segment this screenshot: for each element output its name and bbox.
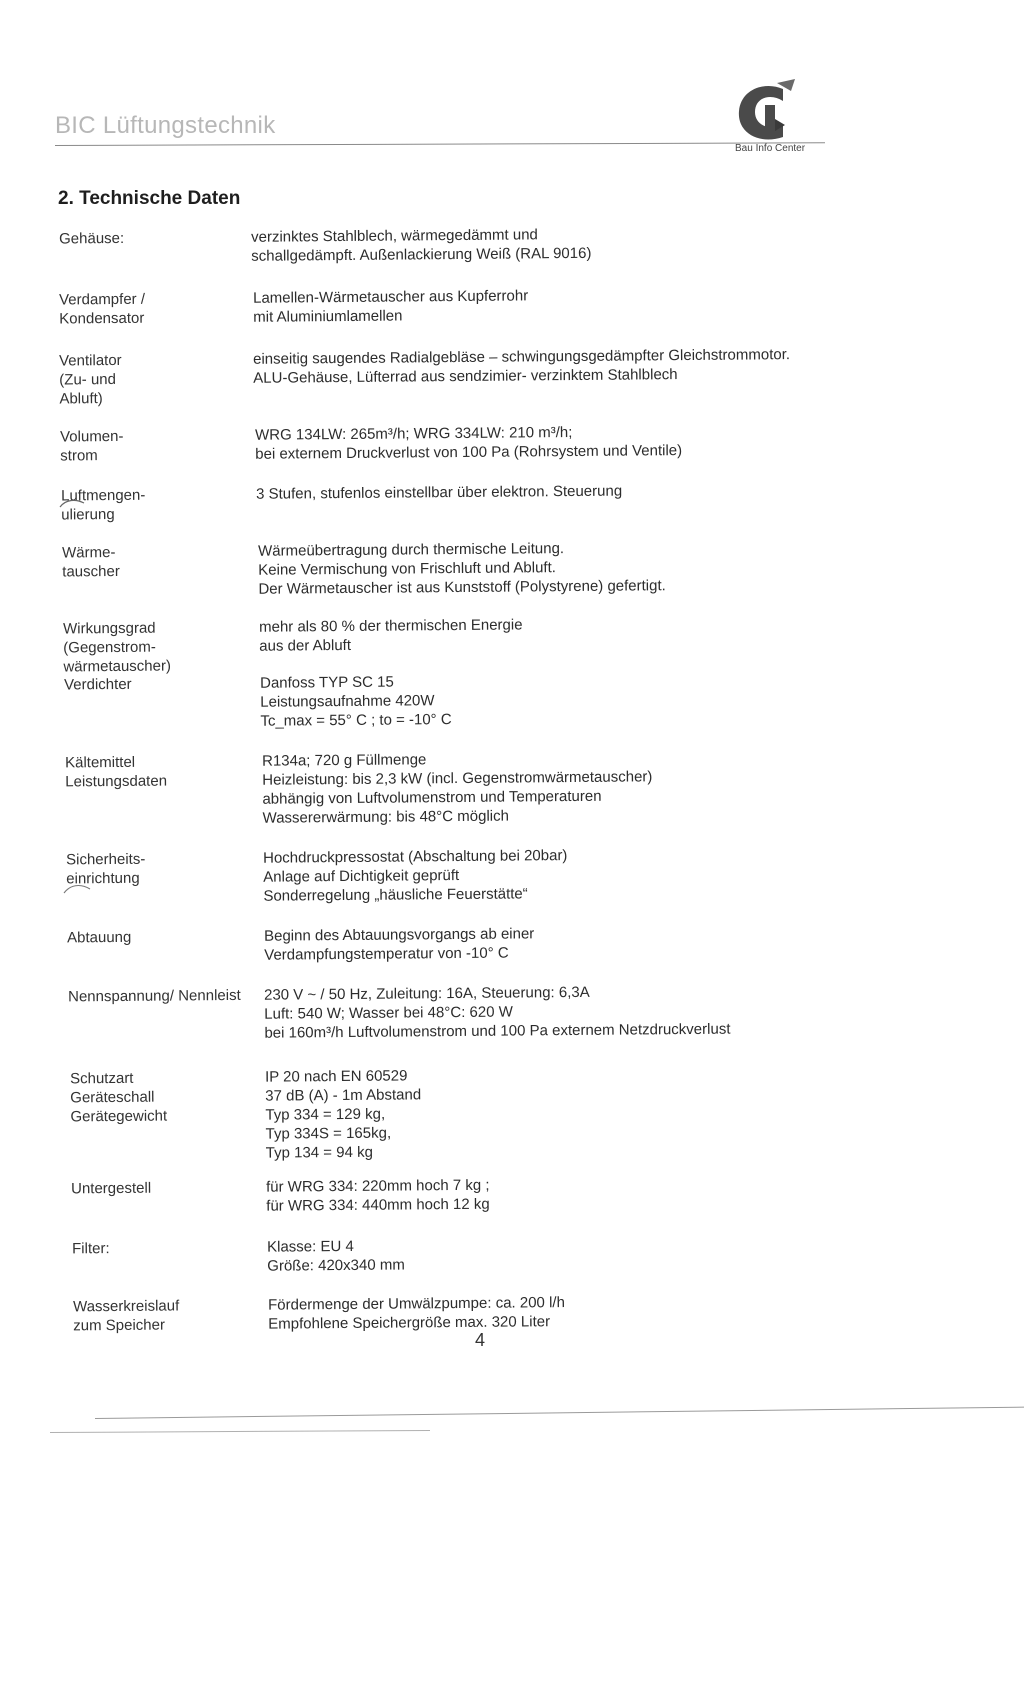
spec-row-kaeltemittel <box>0 745 1024 827</box>
spec-label: Verdampfer / Kondensator <box>59 290 146 328</box>
spec-value: verzinktes Stahlblech, wärmegedämmt und schallgedämpft. Außenlackierung Weiß (RAL 9016) <box>250 226 592 265</box>
spec-value: IP 20 nach EN 60529 37 dB (A) - 1m Abstand Typ 334 = 129 kg, Typ 334S = 165kg, Typ 134 = 94 kg <box>264 1067 422 1162</box>
spec-value: 230 V ~ / 50 Hz, Zuleitung: 16A, Steuerung: 6,3A Luft: 540 W; Wasser bei 48°C: 620 W bei 160m³/h Luftvolumenstrom und 100 Pa externem Netzdruckverlust <box>263 983 731 1042</box>
spec-value: Fördermenge der Umwälzpumpe: ca. 200 l/h Empfohlene Speichergröße max. 320 Liter <box>267 1294 565 1333</box>
spec-label: Volumen- strom <box>60 427 124 465</box>
spec-label: Gehäuse: <box>59 229 125 248</box>
spec-value: Danfoss TYP SC 15 Leistungsaufnahme 420W Tc_max = 55° C ; to = -10° C <box>259 673 452 730</box>
spec-row-abtauung <box>0 920 1024 964</box>
spec-label: Verdichter <box>64 675 132 694</box>
spec-row-schutzart <box>0 1061 1024 1162</box>
header-title: BIC Lüftungstechnik <box>55 112 276 139</box>
scan-artifact-icon <box>58 497 86 509</box>
spec-label: Abtauung <box>67 928 132 947</box>
spec-row-wasserkreislauf <box>0 1289 1024 1335</box>
page-number: 4 <box>475 1330 486 1350</box>
spec-label: Schutzart Geräteschall Gerätegewicht <box>70 1069 168 1126</box>
spec-value: Klasse: EU 4 Größe: 420x340 mm <box>266 1237 405 1275</box>
spec-label: Luftmengen- ulierung <box>61 486 146 524</box>
spec-value: 3 Stufen, stufenlos einstellbar über elektron. Steuerung <box>255 482 623 503</box>
spec-value: R134a; 720 g Füllmenge Heizleistung: bis 2,3 kW (incl. Gegenstromwärmetauscher) abhängig von Luftvolumenstrom und Temperaturen Wassererwärmung: bis 48°C möglich <box>261 751 653 827</box>
spec-label: Wärme- tauscher <box>62 543 120 581</box>
spec-row-gehaeuse <box>0 221 1024 265</box>
spec-row-filter <box>0 1231 1024 1275</box>
spec-label: Untergestell <box>71 1179 152 1198</box>
bottom-divider <box>95 1407 1024 1419</box>
spec-row-waermetauscher <box>0 535 1024 598</box>
spec-label: Nennspannung/ Nennleist <box>68 986 241 1006</box>
logo-caption: Bau Info Center <box>735 143 806 154</box>
spec-label: Kältemittel Leistungsdaten <box>65 753 168 791</box>
spec-value: Wärmeübertragung durch thermische Leitung. Keine Vermischung von Frischluft und Abluft. Der Wärmetauscher ist aus Kunststoff (Polystyrene) gefertigt. <box>257 540 666 598</box>
spec-row-ventilator <box>0 343 1024 408</box>
header-divider <box>55 142 825 146</box>
bottom-divider-short <box>50 1430 430 1433</box>
spec-row-nennspannung <box>0 979 1024 1042</box>
scan-artifact-icon <box>62 881 92 895</box>
spec-label: Wasserkreislauf zum Speicher <box>73 1297 180 1335</box>
spec-label: Ventilator (Zu- und Abluft) <box>59 351 122 408</box>
spec-row-luftmengen <box>0 478 1024 524</box>
spec-row-wirkungsgrad <box>0 611 1024 676</box>
section-heading: 2. Technische Daten <box>58 188 241 209</box>
spec-label: Filter: <box>72 1240 110 1258</box>
spec-row-volumenstrom <box>0 419 1024 465</box>
spec-value: mehr als 80 % der thermischen Energie aus der Abluft <box>258 616 523 655</box>
spec-row-sicherheit <box>0 842 1024 905</box>
spec-label: Sicherheits- einrichtung <box>66 850 146 888</box>
spec-value: einseitig saugendes Radialgebläse – schwingungsgedämpfter Gleichstrommotor. ALU-Gehäuse, Lüfterrad aus sendzimier- verzinktem Stahlblech <box>252 346 791 387</box>
spec-value: Hochdruckpressostat (Abschaltung bei 20bar) Anlage auf Dichtigkeit geprüft Sonderregelung „häusliche Feuerstätte“ <box>262 847 568 905</box>
spec-value: für WRG 334: 220mm hoch 7 kg ; für WRG 334: 440mm hoch 12 kg <box>265 1176 490 1215</box>
spec-value: WRG 134LW: 265m³/h; WRG 334LW: 210 m³/h; bei externem Druckverlust von 100 Pa (Rohrsystem und Ventile) <box>254 424 683 463</box>
spec-row-untergestell <box>0 1171 1024 1215</box>
spec-row-verdampfer <box>0 282 1024 328</box>
spec-value: Beginn des Abtauungsvorgangs ab einer Verdampfungstemperatur von -10° C <box>263 925 535 964</box>
spec-value: Lamellen-Wärmetauscher aus Kupferrohr mit Aluminiumlamellen <box>252 287 529 326</box>
spec-label: Wirkungsgrad (Gegenstrom- wärmetauscher) <box>63 619 172 676</box>
